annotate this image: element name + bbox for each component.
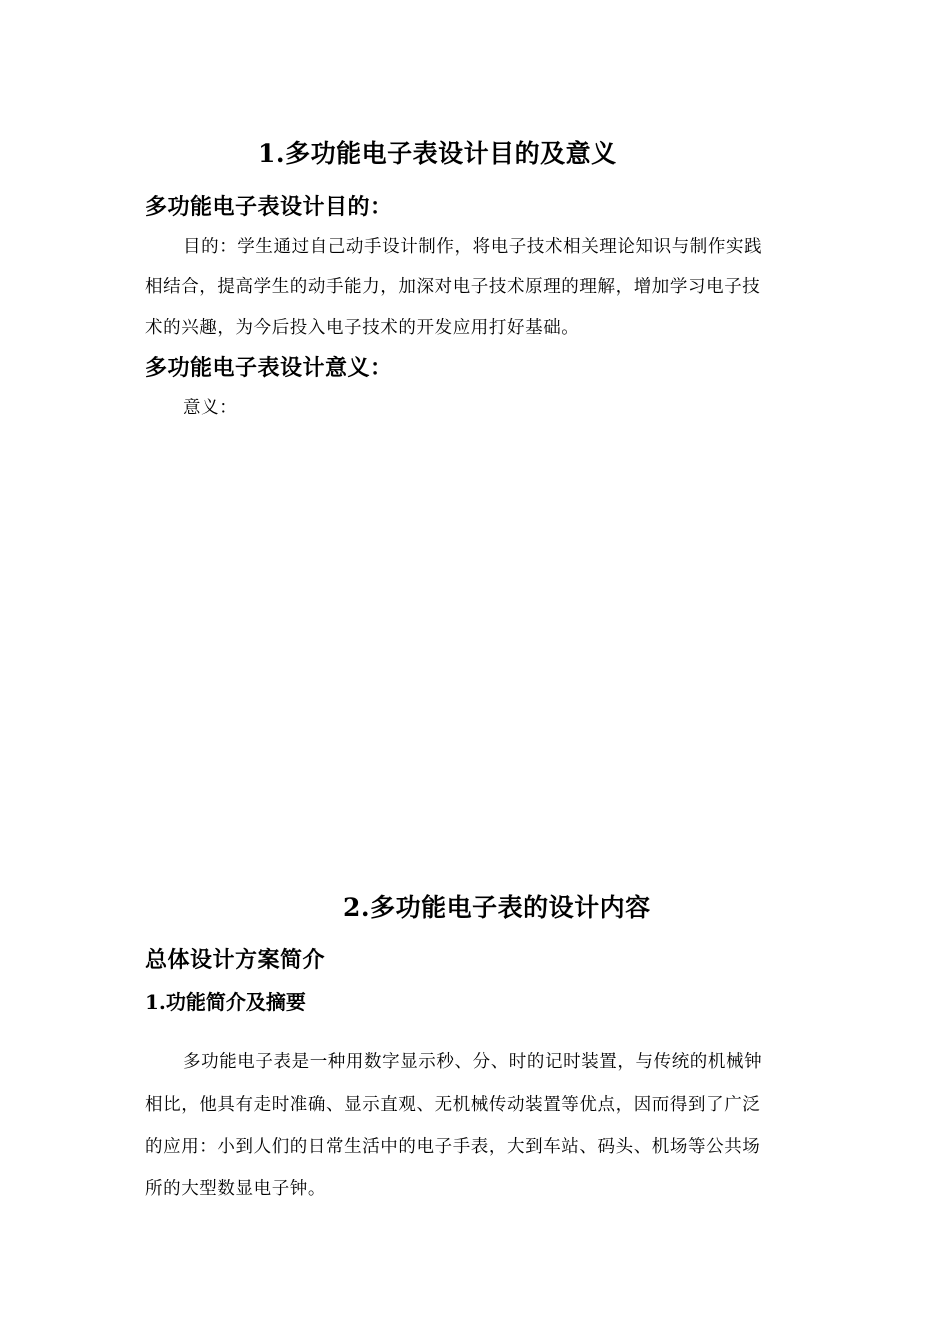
section-2-title: 2.多功能电子表的设计内容 — [343, 893, 651, 922]
summary-paragraph-line-2: 相比，他具有走时准确、显示直观、无机械传动装置等优点，因而得到了广泛 — [145, 1095, 761, 1115]
purpose-paragraph-line-2: 相结合，提高学生的动手能力，加深对电子技术原理的理解，增加学习电子技 — [145, 277, 761, 297]
meaning-heading: 多功能电子表设计意义： — [145, 355, 393, 381]
summary-paragraph-line-4: 所的大型数显电子钟。 — [145, 1179, 326, 1199]
purpose-paragraph-line-3: 术的兴趣，为今后投入电子技术的开发应用打好基础。 — [145, 318, 580, 338]
function-summary-heading: 1.功能简介及摘要 — [145, 990, 306, 1014]
summary-paragraph-line-1: 多功能电子表是一种用数字显示秒、分、时的记时装置，与传统的机械钟 — [183, 1052, 763, 1072]
purpose-heading: 多功能电子表设计目的： — [145, 194, 393, 220]
section-1-title: 1.多功能电子表设计目的及意义 — [258, 139, 617, 168]
overview-heading: 总体设计方案简介 — [145, 947, 326, 973]
purpose-paragraph-line-1: 目的：学生通过自己动手设计制作，将电子技术相关理论知识与制作实践 — [183, 237, 763, 257]
summary-paragraph-line-3: 的应用：小到人们的日常生活中的电子手表，大到车站、码头、机场等公共场 — [145, 1137, 761, 1157]
meaning-paragraph: 意义： — [183, 398, 238, 418]
